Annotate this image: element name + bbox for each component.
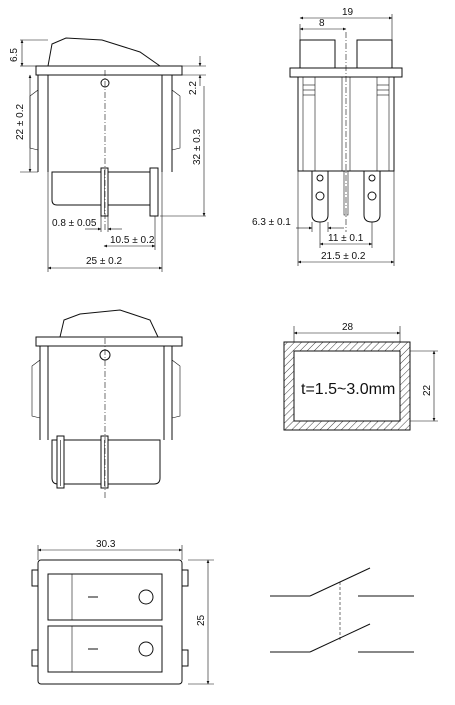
tab-right-bottom: [182, 650, 188, 666]
off-mark-upper: [139, 590, 153, 604]
post-left: [300, 40, 335, 68]
dim-overall-width: 19: [342, 7, 354, 18]
post-right: [357, 40, 392, 68]
rocker-cap-2: [60, 310, 158, 337]
tab-right-top: [182, 570, 188, 586]
dim-overall-height: 32 ± 0.3: [192, 128, 203, 165]
latch-left: [30, 90, 38, 150]
flange-2: [36, 337, 182, 346]
dim-flange: 2.2: [188, 81, 199, 95]
terminal-right: [150, 168, 158, 216]
panel-cutout: [284, 322, 438, 430]
latch-right-2: [172, 360, 180, 418]
dim-body-width: 25 ± 0.2: [86, 256, 123, 267]
terminal-hole-upper-right: [369, 175, 375, 181]
off-mark-lower: [139, 642, 153, 656]
tab-left-bottom: [32, 650, 38, 666]
front-view: [252, 7, 402, 266]
dim-terminal-spacing: 10.5 ± 0.2: [110, 235, 155, 246]
latch-left-2: [32, 360, 40, 418]
terminal-hole-upper-left: [317, 175, 323, 181]
side-view-lit: [32, 310, 182, 500]
tab-left-top: [32, 570, 38, 586]
dim-half-width: 8: [319, 18, 325, 29]
terminal-hole-lower-left: [316, 192, 324, 200]
dim-cutout-height: 22: [422, 384, 433, 396]
circuit-schematic: [270, 568, 414, 652]
side-view: [9, 38, 206, 272]
dim-terminal-thickness: 0.8 ± 0.05: [52, 218, 97, 229]
dim-cutout-width: 28: [342, 322, 354, 333]
dim-terminal-spacing-front: 11 ± 0.1: [328, 233, 364, 244]
top-view: [32, 539, 214, 684]
rocker-cap: [48, 38, 160, 66]
terminal-hole-lower-right: [368, 192, 376, 200]
dim-front-body-width: 21.5 ± 0.2: [321, 251, 366, 262]
dim-top-height: 25: [196, 614, 207, 626]
dim-terminal-width: 6.3 ± 0.1: [252, 217, 291, 228]
dim-top-width: 30.3: [96, 539, 116, 550]
dim-top-height: 6.5: [9, 48, 20, 62]
flange: [36, 66, 182, 75]
latch-right: [172, 90, 180, 150]
thickness-note: t=1.5~3.0mm: [301, 381, 396, 398]
dim-frame-height: 22 ± 0.2: [15, 103, 26, 140]
